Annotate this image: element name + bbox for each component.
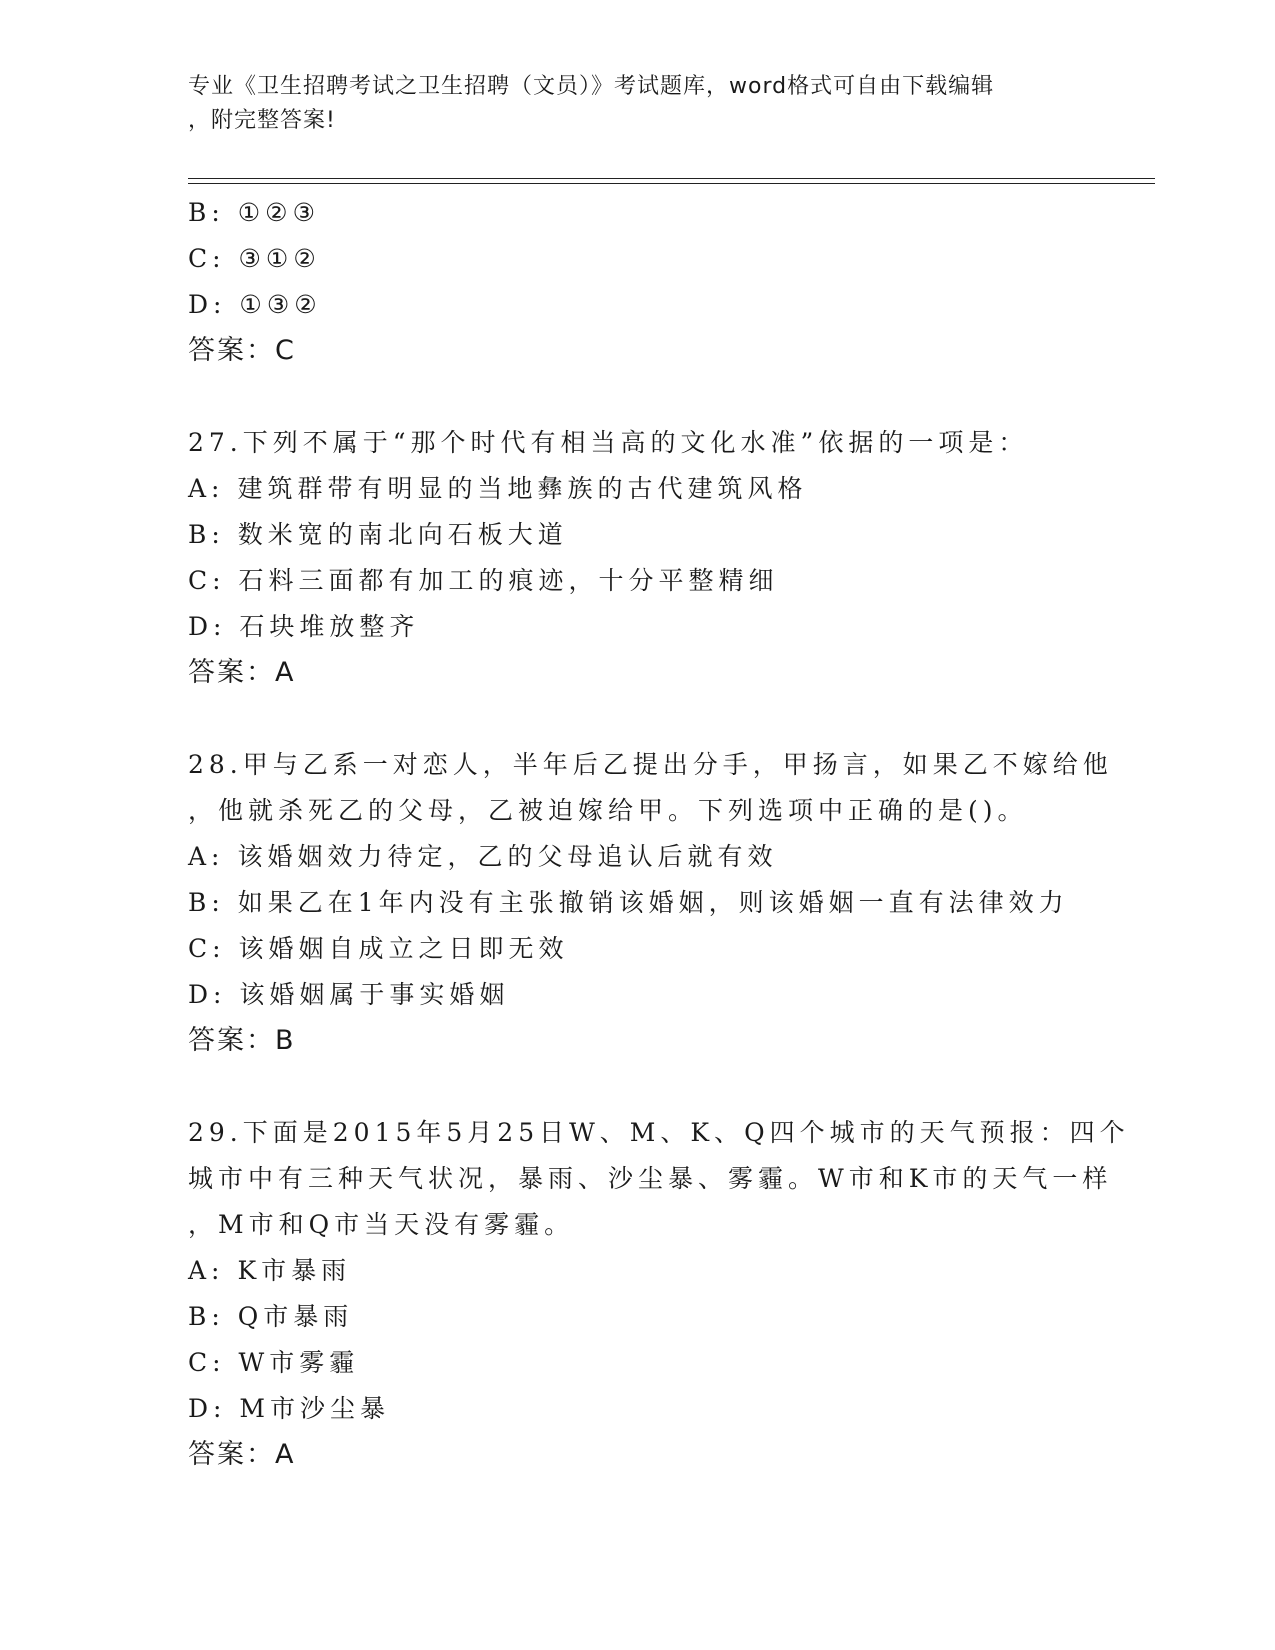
question-stem: 27.下列不属于“那个时代有相当高的文化水准”依据的一项是： bbox=[188, 428, 1029, 457]
option-a: A: 该婚姻效力待定，乙的父母追认后就有效 bbox=[188, 842, 778, 871]
option-a: A: 建筑群带有明显的当地彝族的古代建筑风格 bbox=[188, 474, 808, 503]
option-d: D: 该婚姻属于事实婚姻 bbox=[188, 980, 510, 1009]
question-list bbox=[188, 190, 1130, 1478]
question-stem-line-1: 29.下面是2015年5月25日W、M、K、Q四个城市的天气预报：四个 bbox=[188, 1118, 1130, 1147]
option-d: D: 石块堆放整齐 bbox=[188, 612, 420, 641]
option-a: A: K市暴雨 bbox=[188, 1256, 352, 1285]
header-divider-top bbox=[188, 178, 1155, 179]
option-d: D: M市沙尘暴 bbox=[188, 1394, 391, 1423]
option-c: C: 该婚姻自成立之日即无效 bbox=[188, 934, 569, 963]
question-28 bbox=[188, 742, 1113, 1064]
question-stem-line-2: 城市中有三种天气状况，暴雨、沙尘暴、雾霾。W市和K市的天气一样 bbox=[188, 1164, 1113, 1193]
header-line-1: 专业《卫生招聘考试之卫生招聘（文员）》考试题库，word格式可自由下载编辑 bbox=[188, 74, 995, 99]
answer-line: 答案：A bbox=[188, 657, 296, 688]
answer-line: 答案：A bbox=[188, 1439, 296, 1470]
option-c: C: W市雾霾 bbox=[188, 1348, 360, 1377]
header-line-2: ，附完整答案! bbox=[188, 108, 336, 133]
option-b: B: 数米宽的南北向石板大道 bbox=[188, 520, 568, 549]
option-b: B: Q市暴雨 bbox=[188, 1302, 354, 1331]
question-29 bbox=[188, 1110, 1130, 1478]
question-stem-line-3: ，M市和Q市当天没有雾霾。 bbox=[188, 1210, 575, 1239]
option-c: C: ③①② bbox=[188, 244, 321, 273]
option-c: C: 石料三面都有加工的痕迹，十分平整精细 bbox=[188, 566, 779, 595]
answer-line: 答案：B bbox=[188, 1025, 296, 1056]
document-header bbox=[188, 70, 1068, 138]
header-divider-bottom bbox=[188, 183, 1155, 184]
question-26-continued bbox=[188, 190, 1088, 374]
answer-line: 答案：C bbox=[188, 335, 296, 366]
question-27 bbox=[188, 420, 1088, 696]
question-stem-line-2: ，他就杀死乙的父母，乙被迫嫁给甲。下列选项中正确的是()。 bbox=[188, 796, 1028, 825]
option-b: B: 如果乙在1年内没有主张撤销该婚姻，则该婚姻一直有法律效力 bbox=[188, 888, 1069, 917]
option-d: D: ①③② bbox=[188, 290, 322, 319]
option-b: B: ①②③ bbox=[188, 198, 320, 227]
question-stem-line-1: 28.甲与乙系一对恋人，半年后乙提出分手，甲扬言，如果乙不嫁给他 bbox=[188, 750, 1113, 779]
